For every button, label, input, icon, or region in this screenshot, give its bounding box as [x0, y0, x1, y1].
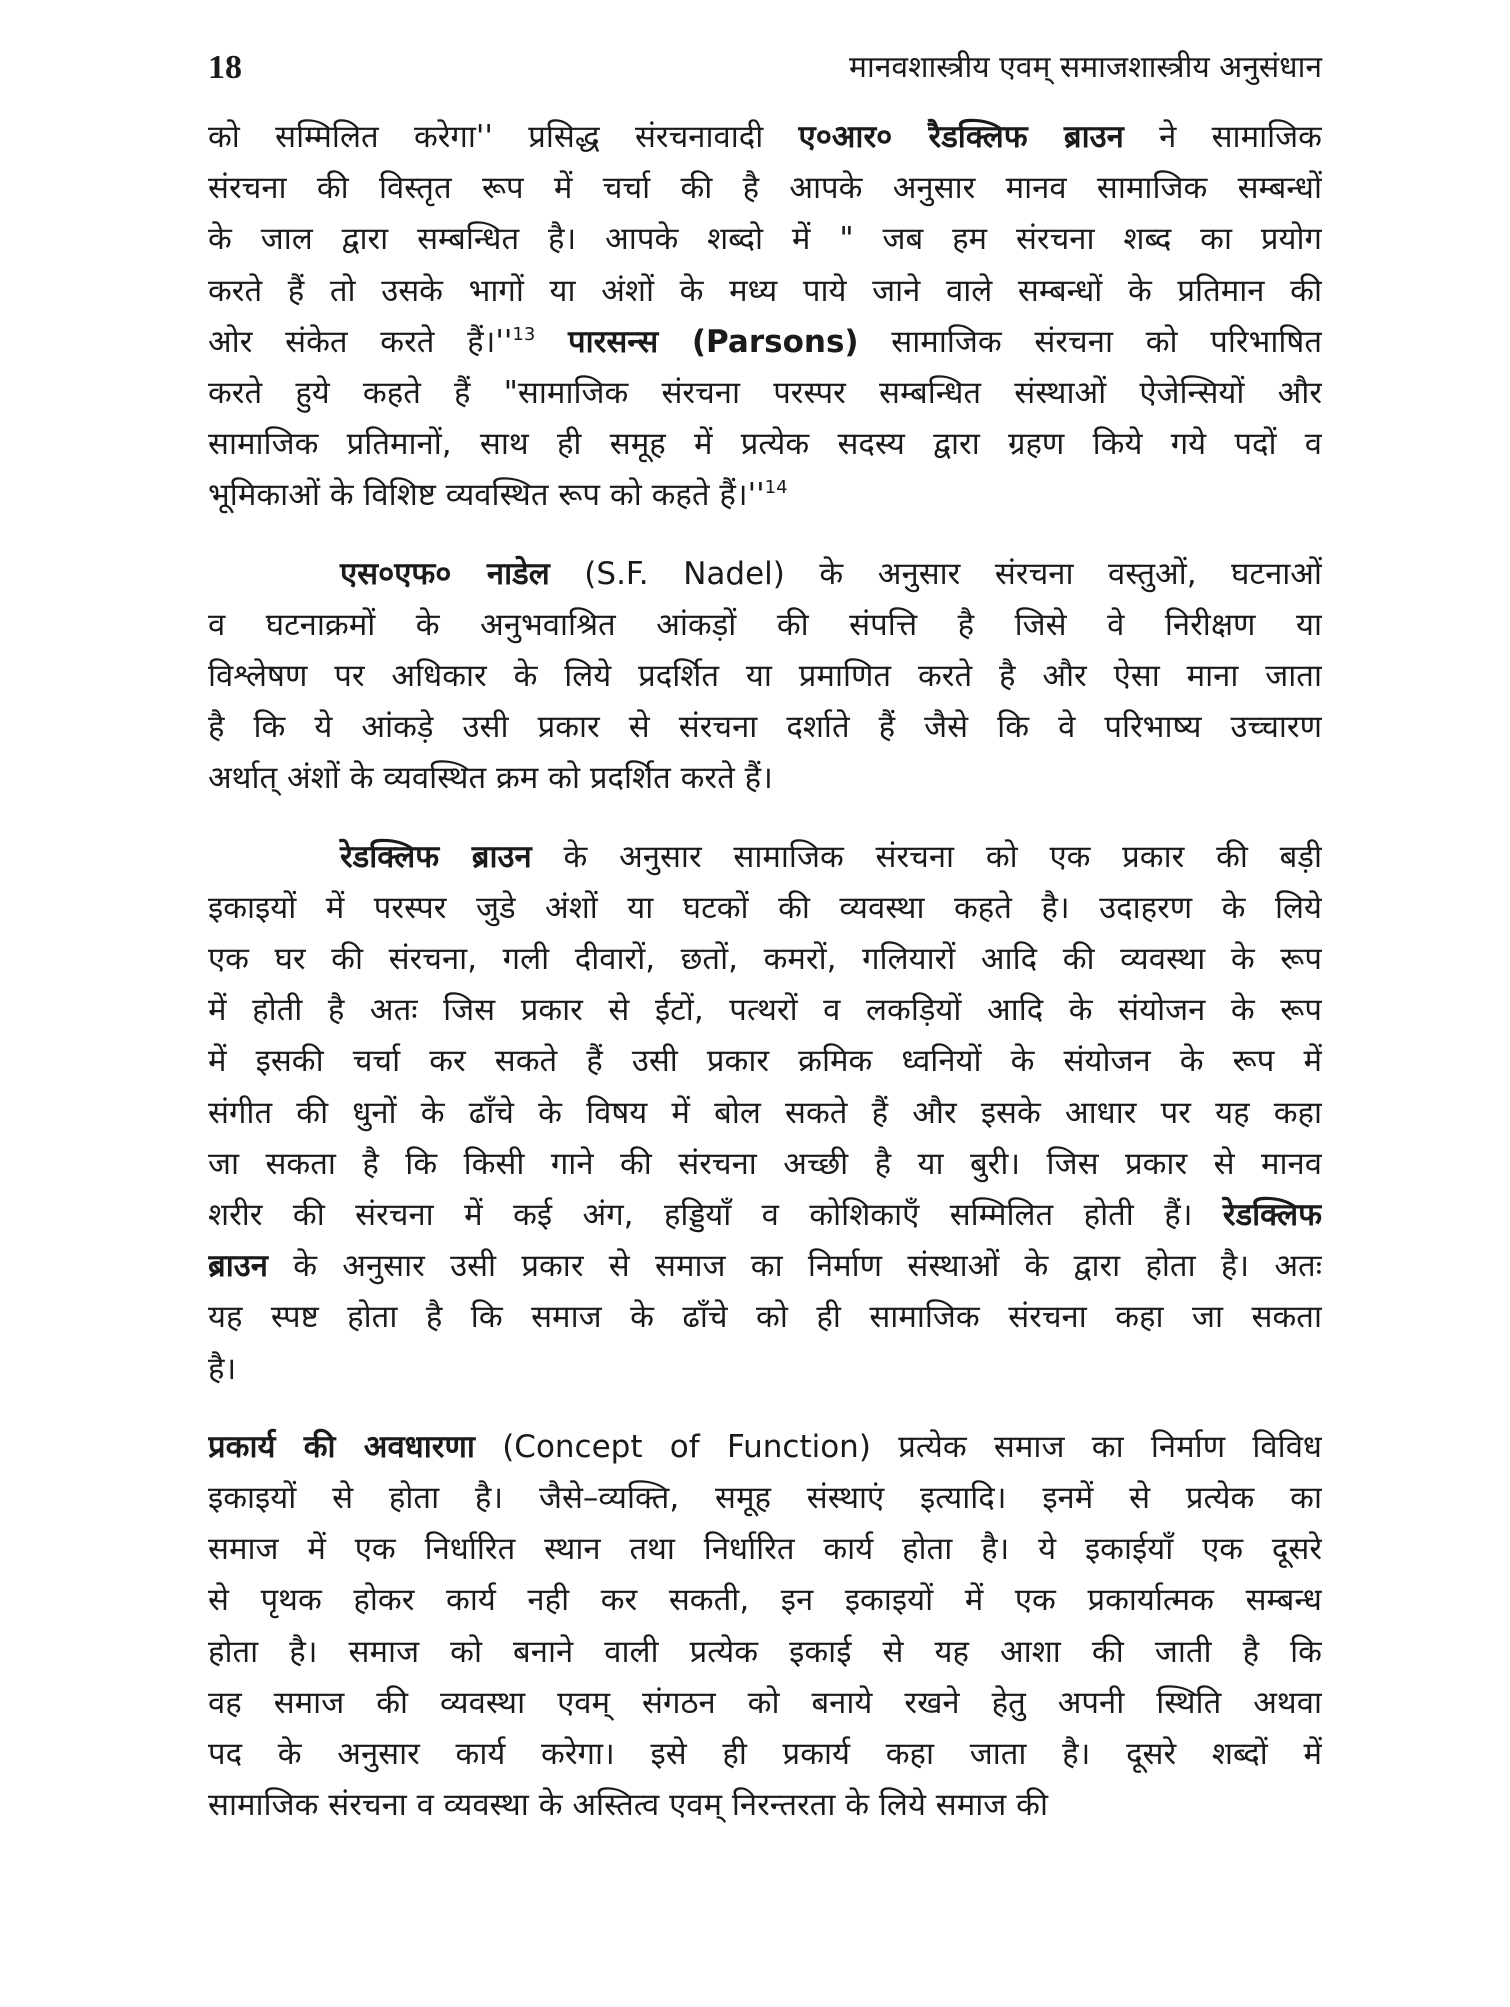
- text-run: (S.F. Nadel) के अनुसार संरचना वस्तुओं, घटनाओं: [549, 555, 1322, 592]
- text-run: विश्लेषण पर अधिकार के लिये प्रदर्शित या प्रमाणित करते है और ऐसा माना जाता: [208, 658, 1322, 695]
- paragraph-gap: [208, 805, 1322, 832]
- paragraph-gap: [208, 1395, 1322, 1422]
- text-run: सामाजिक प्रतिमानों, साथ ही समूह में प्रत्येक सदस्य द्वारा ग्रहण किये गये पदों व: [208, 426, 1322, 463]
- bold-term: रेडक्लिफ: [1222, 1197, 1322, 1234]
- paragraph-p1: [208, 112, 1322, 522]
- text-run: संरचना की विस्तृत रूप में चर्चा की है आपके अनुसार मानव सामाजिक सम्बन्धों: [208, 170, 1322, 207]
- text-run: है।: [208, 1350, 237, 1387]
- text-run: [535, 324, 568, 360]
- text-run: शरीर की संरचना में कई अंग, हड्डियाँ व कोशिकाएँ सम्मिलित होती हैं।: [208, 1197, 1223, 1234]
- text-line: [208, 1139, 1322, 1190]
- text-line: [208, 651, 1322, 702]
- text-run: सामाजिक संरचना को परिभाषित: [858, 323, 1322, 360]
- text-run: संगीत की धुनों के ढाँचे के विषय में बोल सकते हैं और इसके आधार पर यह कहा: [208, 1094, 1322, 1131]
- text-line: [208, 1036, 1322, 1087]
- text-run: में इसकी चर्चा कर सकते हैं उसी प्रकार क्रमिक ध्वनियों के संयोजन के रूप में: [208, 1043, 1322, 1080]
- text-line: [208, 1241, 1322, 1292]
- bold-term: एस०एफ० नाडेल: [340, 555, 550, 592]
- text-run: समाज में एक निर्धारित स्थान तथा निर्धारित कार्य होता है। ये इकाईयाँ एक दूसरे: [208, 1531, 1322, 1568]
- text-run: करते हैं तो उसके भागों या अंशों के मध्य पाये जाने वाले सम्बन्धों के प्रतिमान की: [208, 272, 1322, 309]
- text-line: [208, 753, 1322, 804]
- text-line: [208, 112, 1322, 163]
- text-line: [208, 1575, 1322, 1626]
- text-line: [208, 163, 1322, 214]
- text-line: [208, 600, 1322, 651]
- paragraph-p2: [208, 549, 1322, 805]
- running-title: मानवशास्त्रीय एवम् समाजशास्त्रीय अनुसंधान: [849, 50, 1322, 85]
- text-line: [208, 883, 1322, 934]
- text-run: पद के अनुसार कार्य करेगा। इसे ही प्रकार्य कहा जाता है। दूसरे शब्दों में: [208, 1736, 1322, 1773]
- text-line: [208, 985, 1322, 1036]
- text-run: के अनुसार सामाजिक संरचना को एक प्रकार की बड़ी: [531, 838, 1322, 875]
- bold-term: प्रकार्य की अवधारणा: [208, 1428, 475, 1465]
- text-run: अर्थात् अंशों के व्यवस्थित क्रम को प्रदर्शित करते हैं।: [208, 760, 773, 797]
- text-line: [208, 470, 1322, 521]
- text-line: [208, 266, 1322, 317]
- text-run: एक घर की संरचना, गली दीवारों, छतों, कमरों, गलियारों आदि की व्यवस्था के रूप: [208, 941, 1322, 978]
- bold-term: रेडक्लिफ ब्राउन: [340, 838, 532, 875]
- text-line: [208, 368, 1322, 419]
- text-line: [208, 1627, 1322, 1678]
- text-run: यह स्पष्ट होता है कि समाज के ढाँचे को ही सामाजिक संरचना कहा जा सकता: [208, 1299, 1322, 1336]
- text-run: के अनुसार उसी प्रकार से समाज का निर्माण संस्थाओं के द्वारा होता है। अतः: [267, 1248, 1322, 1285]
- text-run: इकाइयों में परस्पर जुडे अंशों या घटकों की व्यवस्था कहते है। उदाहरण के लिये: [208, 889, 1322, 926]
- text-line: [208, 1292, 1322, 1343]
- text-line: [208, 1729, 1322, 1780]
- text-line: [208, 1780, 1322, 1831]
- text-run: जा सकता है कि किसी गाने की संरचना अच्छी है या बुरी। जिस प्रकार से मानव: [208, 1145, 1322, 1182]
- text-line: [208, 419, 1322, 470]
- text-line: [208, 1422, 1322, 1473]
- text-run: के जाल द्वारा सम्बन्धित है। आपके शब्दो में " जब हम संरचना शब्द का प्रयोग: [208, 221, 1322, 258]
- text-line: [208, 317, 1322, 368]
- text-line: [208, 1473, 1322, 1524]
- text-line: [208, 1088, 1322, 1139]
- footnote-ref: 14: [764, 477, 788, 499]
- body-text: [208, 112, 1322, 1832]
- bold-term: ब्राउन: [208, 1248, 268, 1285]
- text-line: [208, 1524, 1322, 1575]
- bold-term: ए०आर० रैडक्लिफ ब्राउन: [798, 119, 1124, 155]
- text-run: होता है। समाज को बनाने वाली प्रत्येक इकाई से यह आशा की जाती है कि: [208, 1633, 1322, 1670]
- text-run: ओर संकेत करते हैं।'': [208, 323, 513, 360]
- footnote-ref: 13: [512, 323, 536, 345]
- text-run: भूमिकाओं के विशिष्ट व्यवस्थित रूप को कहते हैं।'': [208, 477, 765, 514]
- text-line: [208, 832, 1322, 883]
- text-run: करते हुये कहते हैं "सामाजिक संरचना परस्पर सम्बन्धित संस्थाओं ऐजेन्सियों और: [208, 375, 1322, 412]
- paragraph-p4: [208, 1422, 1322, 1832]
- text-run: इकाइयों से होता है। जैसे–व्यक्ति, समूह संस्थाएं इत्यादि। इनमें से प्रत्येक का: [208, 1480, 1322, 1517]
- text-line: [208, 934, 1322, 985]
- text-run: (Concept of Function) प्रत्येक समाज का निर्माण विविध: [474, 1428, 1322, 1465]
- text-run: वह समाज की व्यवस्था एवम् संगठन को बनाये रखने हेतु अपनी स्थिति अथवा: [208, 1684, 1322, 1721]
- text-line: [208, 1190, 1322, 1241]
- text-run: व घटनाक्रमों के अनुभवाश्रित आंकड़ों की संपत्ति है जिसे वे निरीक्षण या: [208, 606, 1322, 643]
- text-run: है कि ये आंकड़े उसी प्रकार से संरचना दर्शाते हैं जैसे कि वे परिभाष्य उच्चारण: [208, 709, 1322, 746]
- page-number: 18: [208, 49, 242, 86]
- text-run: में होती है अतः जिस प्रकार से ईटों, पत्थरों व लकड़ियों आदि के संयोजन के रूप: [208, 992, 1322, 1029]
- text-run: ने सामाजिक: [1123, 119, 1322, 155]
- text-line: [208, 702, 1322, 753]
- text-run: को सम्मिलित करेगा'' प्रसिद्ध संरचनावादी: [208, 119, 799, 155]
- paragraph-p3: [208, 832, 1322, 1395]
- text-line: [208, 1678, 1322, 1729]
- text-line: [208, 1344, 1322, 1395]
- page-header: [208, 44, 1322, 104]
- paragraph-gap: [208, 522, 1322, 549]
- text-line: [208, 549, 1322, 600]
- text-line: [208, 214, 1322, 265]
- text-run: सामाजिक संरचना व व्यवस्था के अस्तित्व एवम् निरन्तरता के लिये समाज की: [208, 1787, 1048, 1824]
- text-run: से पृथक होकर कार्य नही कर सकती, इन इकाइयों में एक प्रकार्यात्मक सम्बन्ध: [208, 1582, 1322, 1619]
- bold-term: पारसन्स (Parsons): [568, 323, 859, 360]
